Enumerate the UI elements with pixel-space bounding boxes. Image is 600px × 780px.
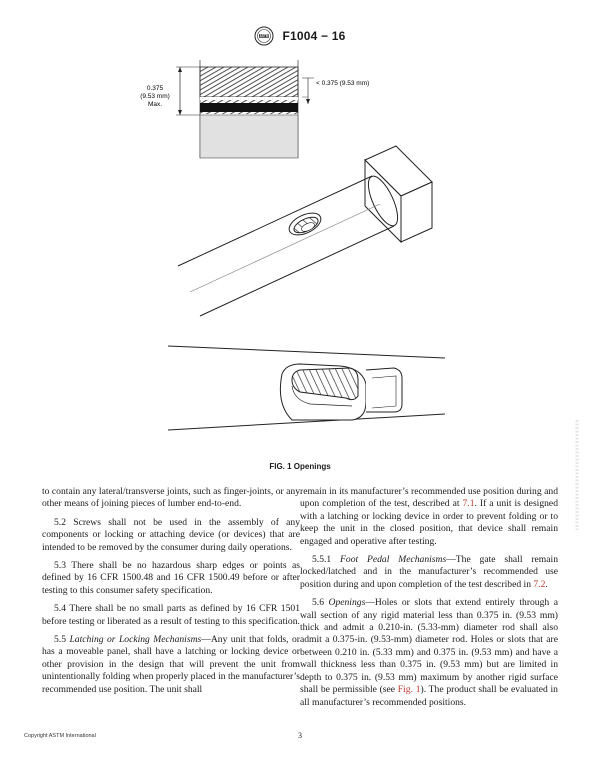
dimension-label-line1: 0.375 [146,85,164,92]
page-header [0,26,600,46]
section-5-4: 5.4 There shall be no small parts as defined by 16 CFR 1501 before testing or liberated as a result of testing to this specification. [42,603,300,627]
section-5-5 [42,634,300,696]
right-paragraph-1-text-a: remain in its manufacturer’s recommended use position during and upon completion of the test, described at [300,486,558,510]
astm-logo-icon [254,26,274,46]
ref-7-2-link[interactable]: 7.2 [533,578,546,590]
side-watermark [572,420,582,530]
section-5-6-heading: Openings [328,597,366,609]
page-number: 3 [298,731,302,740]
svg-text:ASTM: ASTM [259,34,269,39]
section-5-5-text: —Any unit that folds, or has a moveable panel, shall have a latching or locking device or other provision in the design that will prevent the unit from unintentionally folding when properly placed in the manufacturer’s recommended use position. The unit shall [42,634,300,695]
right-paragraph-1-text-b: . If a unit is designed with a latching or locking device in order to prevent folding or to keep the unit in the closed position, that device shall remain engaged and operative after testing. [300,498,558,547]
right-column [300,486,558,715]
copyright-notice: Copyright ASTM International [24,733,96,739]
dimension-label-line3: Max. [147,101,163,108]
gap-label: < 0.375 (9.53 mm) [316,80,370,87]
section-view [140,60,369,158]
figure-caption: FIG. 1 Openings [269,462,331,471]
section-5-6-text-b: ). The product shall be evaluated in all manufacturer’s recommended positions. [300,684,558,708]
section-5-5-1-text-a: —The gate shall remain locked/latched and in the manufacturer’s recommended use position during and upon completion of the test described in [300,554,558,590]
left-column [42,486,300,702]
tube-view [178,146,432,316]
ref-fig-1-link[interactable]: Fig. 1 [397,684,421,696]
section-5-6-number: 5.6 [312,597,329,609]
section-5-5-1-heading: Foot Pedal Mechanisms [340,554,447,566]
section-5-5-number: 5.5 [54,634,70,646]
section-5-3: 5.3 There shall be no hazardous sharp edges or points as defined by 16 CFR 1500.48 and 16 CFR 1500.49 before or after testing to this consumer safety specification. [42,560,300,596]
section-5-5-heading: Latching or Locking Mechanisms [69,634,202,646]
figure-drawing [0,48,600,458]
document-id: F1004 − 16 [282,29,346,43]
section-5-6 [300,597,558,709]
section-5-5-1 [300,554,558,591]
section-5-5-1-text-b: . [545,578,548,590]
dimension-label-line2: (9.53 mm) [140,93,170,100]
section-5-6-text-a: —Holes or slots that extend entirely through a wall section of any rigid material less than 0.375 in. (9.53 mm) thick and admit a 0.210-in. (5.33-mm) diameter rod shall also admit a 0.375-in. (9.53-mm) diameter rod. Holes or slots that are between 0.210 in. (5.33 mm) and 0.375 in. (9.53 mm) and have a wall thickness less than 0.375 in. (9.53 mm) but are limited in depth to 0.375 in. (9.53 mm) maximum by another rigid surface shall be permissible (see [300,597,558,696]
figure-openings [0,48,600,458]
ref-7-1-link[interactable]: 7.1 [462,498,475,510]
slot-view [168,346,445,430]
section-5-5-1-number: 5.5.1 [312,554,341,566]
left-paragraph-1: to contain any lateral/transverse joints, such as finger-joints, or any other means of joining pieces of lumber end-to-end. [42,486,300,510]
right-paragraph-1 [300,486,558,548]
section-5-2: 5.2 Screws shall not be used in the assembly of any components or locking or attaching device (or devices) that are intended to be removed by the consumer during daily operations. [42,516,300,553]
